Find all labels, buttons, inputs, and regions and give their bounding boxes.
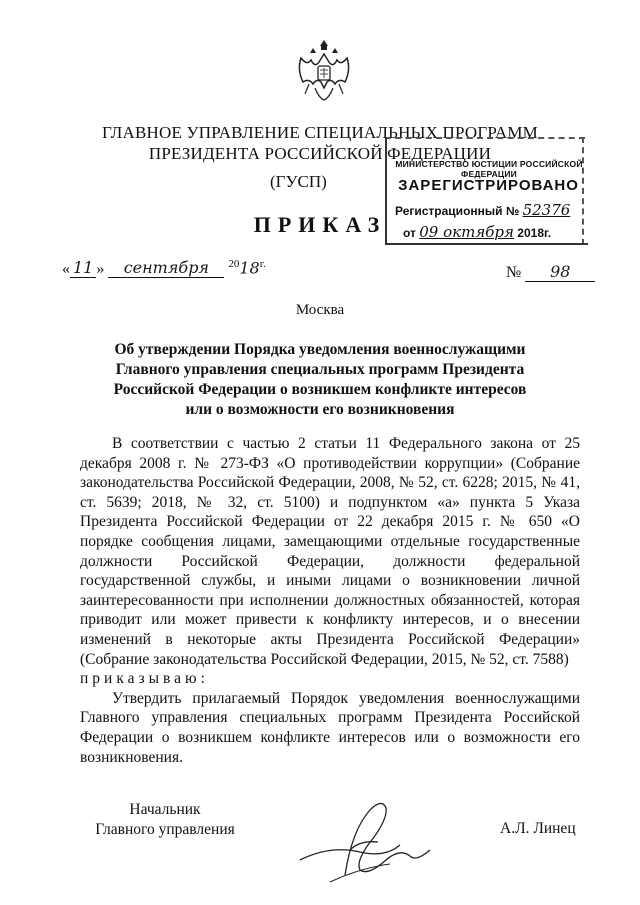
stamp-date: 09 октября bbox=[419, 223, 514, 241]
body-paragraph-1: В соответствии с частью 2 статьи 11 Федерального закона от 25 декабря 2008 г. № 273-ФЗ «О противодействии коррупции» (Собрание законодательства Российской Федерации, 2008, № 52, ст. 6228; 2015, № 41, ст. 5639; 2018, № 32, ст. 5100) и подпунктом «а» пункта 5 Указа Президента Российской Федерации от 22 декабря 2015 г. № 650 «О порядке сообщения лицами, замещающими отдельные государственные должности Российской Федерации, должности федеральной государственной службы, и иными лицами о возникновении личной заинтересованности при исполнении должностных обязанностей, которая приводит или может привести к конфликту интересов, и о внесении изменений в некоторые акты Президента Российской Федерации» (Собрание законодательства Российской Федерации, 2015, № 52, ст. 7588) bbox=[80, 435, 580, 668]
order-number-value: 98 bbox=[525, 262, 595, 282]
stamp-ministry: МИНИСТЕРСТВО ЮСТИЦИИ РОССИЙСКОЙ ФЕДЕРАЦИИ bbox=[395, 159, 583, 179]
order-year: 18 bbox=[239, 258, 260, 278]
stamp-from-label: от bbox=[403, 226, 416, 240]
order-year-suffix: г. bbox=[259, 258, 266, 270]
body-paragraph-2: Утвердить прилагаемый Порядок уведомления военнослужащими Главного управления специальных программ Президента Российской Федерации о возникшем конфликте интересов или о возможности его возникновения. bbox=[80, 689, 580, 766]
stamp-reg-label: Регистрационный № bbox=[395, 204, 520, 218]
organization-line-2: ПРЕЗИДЕНТА РОССИЙСКОЙ ФЕДЕРАЦИИ bbox=[148, 144, 492, 163]
document-type: ПРИКАЗ bbox=[253, 212, 387, 237]
order-date: « 11 » сентября $^{20}18^{г.}$ bbox=[62, 258, 266, 278]
organization-line-1: ГЛАВНОЕ УПРАВЛЕНИЕ СПЕЦИАЛЬНЫХ ПРОГРАММ bbox=[102, 123, 538, 142]
document-body bbox=[80, 434, 580, 767]
handwritten-signature bbox=[290, 790, 440, 890]
stamp-registered: ЗАРЕГИСТРИРОВАНО bbox=[398, 177, 579, 194]
stamp-reg-number-line bbox=[395, 201, 570, 219]
signatory-position bbox=[80, 800, 250, 840]
order-number bbox=[506, 262, 595, 282]
document-title: Об утверждении Порядка уведомления военнослужащими Главного управления специальных программ Президента Российской Федерации о возникшем конфликте интересов или о возможности его возникновения bbox=[113, 341, 527, 418]
stamp-date-line bbox=[403, 223, 551, 241]
order-word: приказываю: bbox=[80, 670, 209, 688]
signatory-name: А.Л. Линец bbox=[500, 820, 576, 837]
organization-abbreviation: (ГУСП) bbox=[270, 172, 327, 191]
order-day: 11 bbox=[70, 258, 96, 278]
city: Москва bbox=[295, 302, 345, 318]
order-month: сентября bbox=[108, 258, 224, 278]
order-number-label: № bbox=[506, 264, 522, 281]
coat-of-arms-emblem bbox=[295, 38, 353, 104]
registration-stamp bbox=[385, 137, 588, 245]
position-line-1: Начальник bbox=[129, 801, 201, 818]
stamp-reg-number: 52376 bbox=[522, 201, 571, 219]
stamp-year-suffix: г. bbox=[544, 226, 552, 240]
stamp-year: 2018 bbox=[517, 226, 544, 240]
position-line-2: Главного управления bbox=[95, 821, 235, 838]
order-year-prefix: 20 bbox=[228, 258, 240, 270]
